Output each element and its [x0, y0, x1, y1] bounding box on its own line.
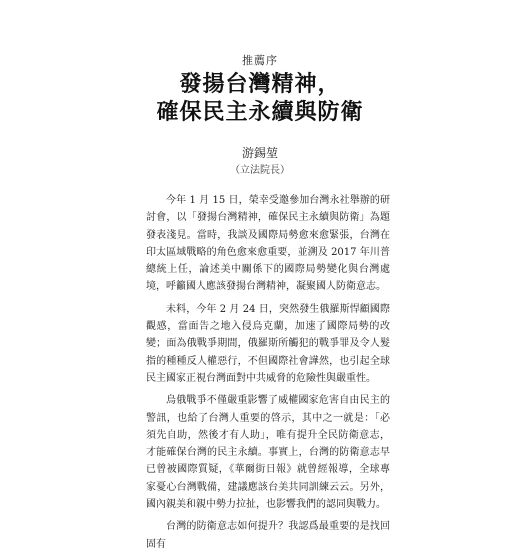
paragraph-2: 未料，今年 2 月 24 日，突然發生俄羅斯悍顧國際觀感，當面告之地入侵烏克蘭，加速了國際局勢的改變；面為俄戰爭期間，俄羅斯所觸犯的戰爭罪及令人髮指的種種反人權惡行，不但國際社會譁然，也引起全球民主國家正視台灣面對中共威脅的危險性與嚴重性。	[146, 303, 390, 384]
paragraph-3: 烏俄戰爭不僅嚴重影響了威權國家危害自由民主的警訊，也給了台灣人重要的啓示，其中之一就是：「必須先自助，然後才有人助」，唯有提升全民防衛意志，才能確保台灣的民主永續。事實上，台灣的防衛意志早已曾被國際質疑，《華爾街日報》就曾經報導，全球專家憂心台灣戰備，建議應該台美共同訓練云云。另外，國內親美和親中勢力拉扯，也影響我們的認同與戰力。	[146, 395, 390, 511]
author-name: 游錫堃	[241, 146, 278, 160]
title-line-1: 發揚台灣精神，	[179, 71, 341, 97]
paragraph-1: 今年 1 月 15 日，榮幸受邀參加台灣永社舉辦的研討會，以「發揚台灣精神，確保民主永續與防衛」為題發表淺見。當時，我談及國際局勢愈來愈緊張，台灣在印太區域戰略的角色愈來愈重要，並溯及 2017 年川普總統上任，論述美中關係下的國際局勢變化與台灣處境，呼籲國人應該發揚台灣精神，凝聚國人防衛意志。	[146, 195, 390, 293]
paragraph-4: 台灣的防衛意志如何提升？我認爲最重要的是找回固有	[146, 521, 390, 550]
section-label: 推薦序	[242, 54, 278, 67]
page-title	[0, 70, 520, 126]
body-text	[146, 192, 390, 558]
author-affiliation: （立法院長）	[230, 165, 290, 176]
title-line-2: 確保民主永續與防衛	[156, 99, 364, 125]
